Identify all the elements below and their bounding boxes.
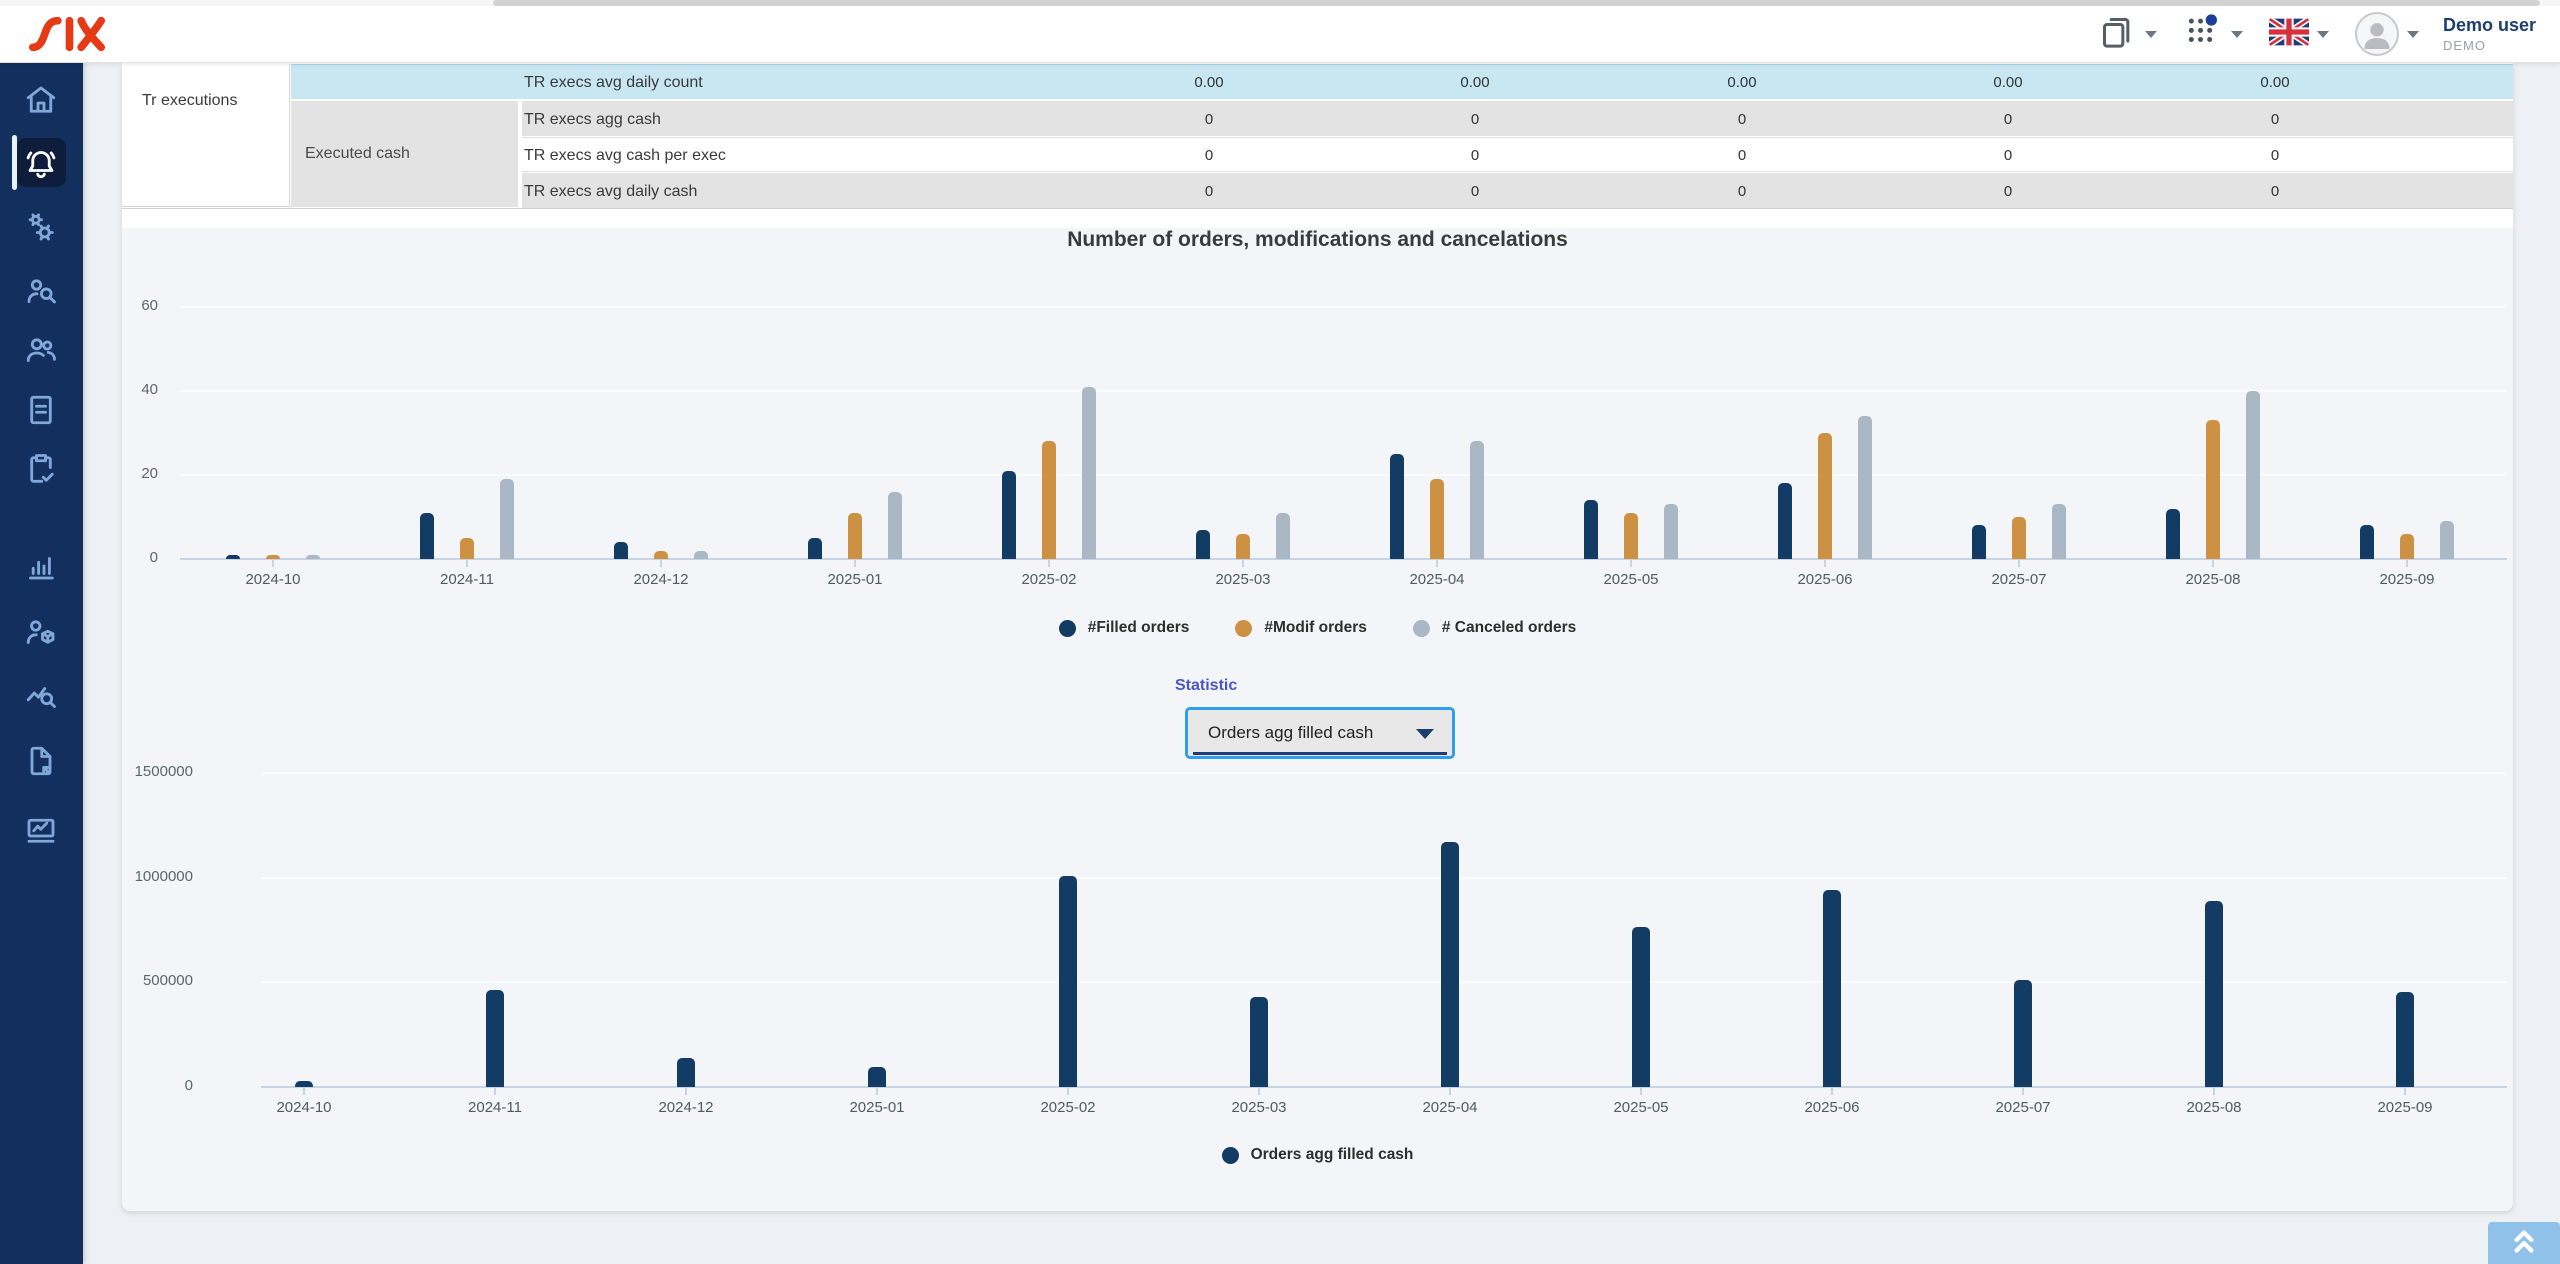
x-axis-tick xyxy=(854,560,856,567)
table-cell-value: 0 xyxy=(1737,183,1747,200)
table-cell-value: 0 xyxy=(2003,147,2013,164)
bar-filled-orders[interactable] xyxy=(1778,483,1792,559)
x-axis-tick xyxy=(660,560,662,567)
legend-item[interactable] xyxy=(1413,619,1576,637)
bar-orders-agg-filled-cash[interactable] xyxy=(2396,992,2414,1087)
bar-filled-orders[interactable] xyxy=(226,555,240,559)
x-axis-category-label: 2025-02 xyxy=(1040,1099,1096,1116)
bar-orders-agg-filled-cash[interactable] xyxy=(2014,980,2032,1087)
bar-canceled-orders[interactable] xyxy=(2246,391,2260,559)
bar-modif-orders[interactable] xyxy=(2400,534,2414,559)
bar-filled-orders[interactable] xyxy=(1390,454,1404,559)
x-axis-category-label: 2024-10 xyxy=(276,1099,332,1116)
chevron-down-icon xyxy=(2145,31,2157,38)
x-axis-category-label: 2025-09 xyxy=(2379,571,2435,588)
table-cell-value: 0 xyxy=(1470,183,1480,200)
bar-modif-orders[interactable] xyxy=(1818,433,1832,559)
bar-canceled-orders[interactable] xyxy=(1470,441,1484,559)
bar-filled-orders[interactable] xyxy=(1584,500,1598,559)
y-axis-tick-label: 1000000 xyxy=(134,867,193,885)
bar-canceled-orders[interactable] xyxy=(1082,387,1096,559)
bar-orders-agg-filled-cash[interactable] xyxy=(677,1058,695,1087)
user-search-icon xyxy=(23,273,59,309)
gridline xyxy=(261,981,2507,983)
bar-canceled-orders[interactable] xyxy=(1276,513,1290,559)
x-axis-category-label: 2025-08 xyxy=(2186,1099,2242,1116)
x-axis-tick xyxy=(1048,560,1050,567)
x-axis-tick xyxy=(466,560,468,567)
home-icon xyxy=(23,82,59,118)
select-arrow-icon xyxy=(1416,729,1434,739)
x-axis-category-label: 2025-01 xyxy=(827,571,883,588)
sidebar-item-notifications[interactable] xyxy=(21,143,61,183)
x-axis-tick xyxy=(2018,560,2020,567)
settings-icon xyxy=(23,210,59,246)
scroll-to-top-button[interactable] xyxy=(2488,1222,2560,1264)
x-axis-tick xyxy=(1630,560,1632,567)
x-axis-category-label: 2025-06 xyxy=(1804,1099,1860,1116)
language-menu-button[interactable] xyxy=(2261,14,2337,55)
bar-canceled-orders[interactable] xyxy=(888,492,902,559)
x-axis-category-label: 2025-03 xyxy=(1215,571,1271,588)
user-info xyxy=(2443,15,2536,53)
x-axis-category-label: 2025-04 xyxy=(1422,1099,1478,1116)
bar-canceled-orders[interactable] xyxy=(306,555,320,559)
x-axis-tick xyxy=(272,560,274,567)
table-cell-value: 0.00 xyxy=(1727,74,1757,91)
y-axis-tick-label: 20 xyxy=(141,465,158,482)
x-axis-tick xyxy=(303,1088,305,1095)
x-axis-category-label: 2024-11 xyxy=(468,1099,522,1116)
bar-modif-orders[interactable] xyxy=(2012,517,2026,559)
x-axis-category-label: 2025-04 xyxy=(1409,571,1465,588)
bar-modif-orders[interactable] xyxy=(654,551,668,559)
chevron-down-icon xyxy=(2407,31,2419,38)
bar-filled-orders[interactable] xyxy=(2360,525,2374,559)
file-import-icon xyxy=(23,743,59,779)
table-cell-value: 0 xyxy=(1470,111,1480,128)
x-axis-tick xyxy=(1824,560,1826,567)
documents-icon xyxy=(2097,12,2137,57)
bar-filled-orders[interactable] xyxy=(1196,530,1210,559)
bar-filled-orders[interactable] xyxy=(1972,525,1986,559)
sidebar-item-analytics[interactable] xyxy=(21,676,61,716)
x-axis-category-label: 2025-07 xyxy=(1991,571,2047,588)
chevron-down-icon xyxy=(2231,31,2243,38)
chart-title: Number of orders, modifications and cancelations xyxy=(1067,228,1568,251)
six-logo xyxy=(28,14,106,54)
legend-label: #Modif orders xyxy=(1264,619,1367,636)
table-border xyxy=(122,208,2513,209)
bar-orders-agg-filled-cash[interactable] xyxy=(1250,997,1268,1087)
user-menu-button[interactable] xyxy=(2347,8,2427,60)
x-axis-category-label: 2025-06 xyxy=(1797,571,1853,588)
bar-orders-agg-filled-cash[interactable] xyxy=(486,990,504,1087)
sidebar-item-documents[interactable] xyxy=(21,390,61,430)
y-axis-tick-label: 1500000 xyxy=(134,763,193,780)
chevron-down-icon xyxy=(2317,31,2329,38)
table-cell-value: 0 xyxy=(2270,111,2280,128)
x-axis-category-label: 2024-12 xyxy=(658,1099,714,1116)
sidebar-item-home[interactable] xyxy=(21,80,61,120)
bar-filled-orders[interactable] xyxy=(2166,509,2180,559)
table-cell-value: 0 xyxy=(1204,183,1214,200)
gridline xyxy=(180,474,2507,476)
documents-icon xyxy=(23,392,59,428)
y-axis-tick-label: 500000 xyxy=(142,972,193,990)
x-axis-tick xyxy=(1258,1088,1260,1095)
statistic-select[interactable] xyxy=(1185,707,1455,759)
bar-canceled-orders[interactable] xyxy=(2052,504,2066,559)
bar-canceled-orders[interactable] xyxy=(1664,504,1678,559)
x-axis-tick xyxy=(1242,560,1244,567)
table-row-label: TR execs avg daily count xyxy=(524,74,703,91)
gridline xyxy=(261,877,2507,879)
legend-label: # Canceled orders xyxy=(1441,619,1577,636)
x-axis-tick xyxy=(1436,560,1438,567)
notifications-icon xyxy=(23,145,59,181)
x-axis-category-label: 2025-05 xyxy=(1613,1099,1669,1116)
x-axis-category-label: 2025-07 xyxy=(1995,1099,2051,1116)
x-axis-category-label: 2025-05 xyxy=(1603,571,1659,588)
bar-modif-orders[interactable] xyxy=(1624,513,1638,559)
sidebar-item-dashboard[interactable] xyxy=(21,810,61,850)
gridline xyxy=(180,390,2507,392)
sidebar-item-file-import[interactable] xyxy=(21,741,61,781)
table-row-label: TR execs agg cash xyxy=(524,111,661,128)
sidebar-item-tasks[interactable] xyxy=(21,449,61,489)
x-axis-category-label: 2025-01 xyxy=(849,1099,905,1116)
table-cell-value: 0 xyxy=(1204,147,1214,164)
gridline xyxy=(180,306,2507,308)
table-cell-value: 0 xyxy=(1204,111,1214,128)
sidebar-nav xyxy=(0,63,83,1264)
user-role: DEMO xyxy=(2442,38,2486,53)
x-axis-line xyxy=(180,558,2507,560)
table-cell-value: 0 xyxy=(2270,147,2280,164)
statistics-icon xyxy=(23,548,59,584)
x-axis-tick xyxy=(1640,1088,1642,1095)
x-axis-tick xyxy=(1831,1088,1833,1095)
table-cell-value: 0.00 xyxy=(1194,74,1224,91)
x-axis-category-label: 2024-11 xyxy=(440,571,494,588)
x-axis-category-label: 2024-10 xyxy=(245,571,301,588)
bar-orders-agg-filled-cash[interactable] xyxy=(1059,876,1077,1087)
legend-item[interactable] xyxy=(1059,619,1190,637)
x-axis-tick xyxy=(685,1088,687,1095)
y-axis-tick-label: 60 xyxy=(141,297,158,314)
users-icon xyxy=(23,332,59,368)
scrollbar-thumb[interactable] xyxy=(493,0,2540,6)
x-axis-category-label: 2025-08 xyxy=(2185,571,2241,588)
bar-canceled-orders[interactable] xyxy=(694,551,708,559)
bar-orders-agg-filled-cash[interactable] xyxy=(868,1067,886,1087)
sidebar-item-user-search[interactable] xyxy=(21,271,61,311)
orders-chart-legend xyxy=(122,619,2513,637)
sidebar-item-user-roles[interactable] xyxy=(21,612,61,652)
x-axis-tick xyxy=(1449,1088,1451,1095)
user-avatar-icon xyxy=(2355,12,2399,56)
bar-modif-orders[interactable] xyxy=(1430,479,1444,559)
apps-grid-icon xyxy=(2183,12,2223,57)
table-cell-value: 0 xyxy=(2003,183,2013,200)
legend-dot-icon xyxy=(1059,620,1076,637)
statistics-table xyxy=(122,63,2513,228)
y-axis-tick-label: 40 xyxy=(141,381,158,398)
chevrons-up-icon xyxy=(2506,1223,2542,1264)
bar-filled-orders[interactable] xyxy=(614,542,628,559)
statistic-selected-value: Orders agg filled cash xyxy=(1208,723,1374,742)
table-subgroup-cell: Executed cash xyxy=(291,101,520,207)
table-row-label: TR execs avg cash per exec xyxy=(524,147,726,164)
table-group-cell: Tr executions xyxy=(122,64,290,207)
gridline xyxy=(261,772,2507,774)
x-axis-tick xyxy=(2213,1088,2215,1095)
x-axis-tick xyxy=(1067,1088,1069,1095)
x-axis-category-label: 2025-09 xyxy=(2377,1099,2433,1116)
table-cell-value: 0 xyxy=(2270,183,2280,200)
user-name: Demo user xyxy=(2442,15,2536,35)
y-axis-tick-label: 0 xyxy=(184,1077,193,1094)
user-roles-icon xyxy=(23,614,59,650)
sidebar-item-settings[interactable] xyxy=(21,208,61,248)
bar-orders-agg-filled-cash[interactable] xyxy=(295,1081,313,1087)
bar-modif-orders[interactable] xyxy=(848,513,862,559)
language-flag-uk-icon xyxy=(2269,18,2309,51)
x-axis-tick xyxy=(876,1088,878,1095)
app-header xyxy=(0,6,2560,63)
x-axis-tick xyxy=(2212,560,2214,567)
documents-menu-button[interactable] xyxy=(2089,8,2165,61)
bar-modif-orders[interactable] xyxy=(1042,441,1056,559)
bar-canceled-orders[interactable] xyxy=(1858,416,1872,559)
bar-canceled-orders[interactable] xyxy=(2440,521,2454,559)
bar-orders-agg-filled-cash[interactable] xyxy=(1823,890,1841,1087)
legend-label: Orders agg filled cash xyxy=(1250,1146,1414,1163)
legend-item[interactable] xyxy=(1222,1146,1414,1164)
bar-canceled-orders[interactable] xyxy=(500,479,514,559)
x-axis-category-label: 2024-12 xyxy=(633,571,689,588)
apps-menu-button[interactable] xyxy=(2175,8,2251,61)
table-row-label: TR execs avg daily cash xyxy=(524,183,698,200)
table-cell-value: 0 xyxy=(1737,111,1747,128)
x-axis-tick xyxy=(2404,1088,2406,1095)
table-horizontal-scrollbar xyxy=(0,0,2560,6)
table-cell-value: 0 xyxy=(1470,147,1480,164)
legend-dot-icon xyxy=(1222,1147,1239,1164)
header-actions xyxy=(2089,8,2536,61)
x-axis-line xyxy=(261,1086,2507,1088)
sidebar-item-statistics[interactable] xyxy=(21,546,61,586)
statistic-label: Statistic xyxy=(1175,677,1238,694)
x-axis-category-label: 2025-03 xyxy=(1231,1099,1287,1116)
bar-orders-agg-filled-cash[interactable] xyxy=(1632,927,1650,1087)
bar-modif-orders[interactable] xyxy=(1236,534,1250,559)
bar-filled-orders[interactable] xyxy=(420,513,434,559)
table-cell-value: 0 xyxy=(2003,111,2013,128)
x-axis-tick xyxy=(494,1088,496,1095)
bar-modif-orders[interactable] xyxy=(460,538,474,559)
dashboard-icon xyxy=(23,812,59,848)
bar-orders-agg-filled-cash[interactable] xyxy=(2205,901,2223,1087)
bar-filled-orders[interactable] xyxy=(1002,471,1016,559)
table-cell-value: 0 xyxy=(1737,147,1747,164)
legend-dot-icon xyxy=(1413,620,1430,637)
sidebar-item-users[interactable] xyxy=(21,330,61,370)
cash-chart-legend xyxy=(122,1146,2513,1164)
legend-item[interactable] xyxy=(1235,619,1366,637)
y-axis-tick-label: 0 xyxy=(149,549,158,566)
table-cell-value: 0.00 xyxy=(1993,74,2023,91)
main-panel xyxy=(122,63,2513,1211)
bar-modif-orders[interactable] xyxy=(266,555,280,559)
bar-modif-orders[interactable] xyxy=(2206,420,2220,559)
bar-filled-orders[interactable] xyxy=(808,538,822,559)
analytics-icon xyxy=(23,678,59,714)
legend-label: #Filled orders xyxy=(1087,619,1190,636)
tasks-icon xyxy=(23,451,59,487)
table-cell-value: 0.00 xyxy=(2260,74,2290,91)
x-axis-tick xyxy=(2406,560,2408,567)
table-cell-value: 0.00 xyxy=(1460,74,1490,91)
x-axis-category-label: 2025-02 xyxy=(1021,571,1077,588)
legend-dot-icon xyxy=(1235,620,1252,637)
select-underline xyxy=(1193,752,1447,755)
x-axis-tick xyxy=(2022,1088,2024,1095)
bar-orders-agg-filled-cash[interactable] xyxy=(1441,842,1459,1087)
